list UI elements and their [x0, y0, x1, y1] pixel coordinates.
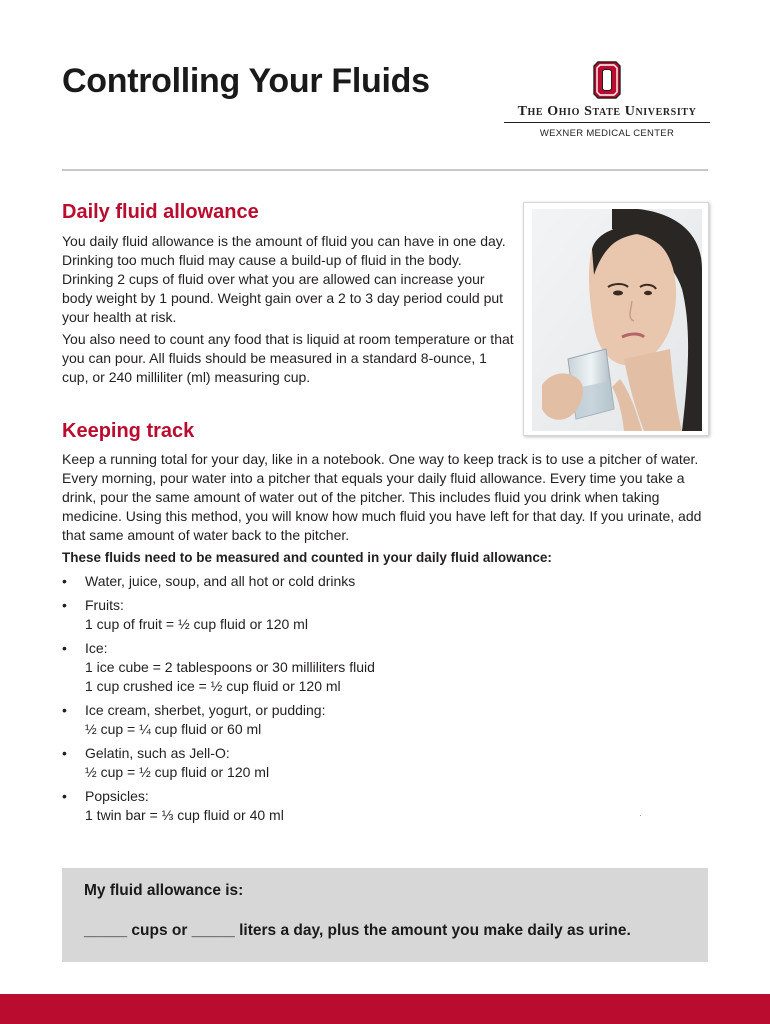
list-item	[62, 787, 682, 825]
daily-allowance-heading: Daily fluid allowance	[62, 201, 259, 223]
list-item-detail: 1 ice cube = 2 tablespoons or 30 milliliters fluid	[85, 659, 375, 675]
list-item-text: Ice cream, sherbet, yogurt, or pudding:	[85, 702, 326, 718]
list-item-text: Ice:	[85, 640, 108, 656]
list-item	[62, 744, 682, 782]
fluids-list	[62, 572, 682, 830]
list-item-text: Popsicles:	[85, 788, 149, 804]
stray-mark	[640, 815, 641, 816]
block-o-icon	[592, 60, 622, 100]
woman-drinking-illustration	[532, 209, 702, 431]
list-item-detail: 1 cup crushed ice = ½ cup fluid or 120 ml	[85, 678, 341, 694]
logo-divider	[504, 122, 710, 123]
list-item-text: Fruits:	[85, 597, 124, 613]
keeping-track-paragraph: Keep a running total for your day, like in a notebook. One way to keep track is to use a pitcher of water. Every morning, pour water into a pitcher that equals your daily fluid allowance. Every time you take a drink, pour the same amount of water out of the pitcher. This includes fluid you drink when taking medicine. Using this method, you will know how much fluid you have left for that day. If you urinate, add that same amount of water back to the pitcher.	[62, 451, 702, 543]
medical-center-name: WEXNER MEDICAL CENTER	[539, 128, 675, 139]
list-item-detail: ½ cup = ½ cup fluid or 120 ml	[85, 764, 270, 780]
fluids-list-intro: These fluids need to be measured and counted in your daily fluid allowance:	[62, 550, 552, 565]
page-title: Controlling Your Fluids	[62, 62, 430, 100]
daily-allowance-paragraph-1: You daily fluid allowance is the amount of fluid you can have in one day. Drinking too much fluid may cause a build-up of fluid in the body. Drinking 2 cups of fluid over what you are allowed can increase your body weight by 1 pound. Weight gain over a 2 to 3 day period could put your health at risk.	[62, 233, 506, 325]
fluid-allowance-fill-in[interactable]: _____ cups or _____ liters a day, plus the amount you make daily as urine.	[84, 922, 631, 939]
list-item-detail: 1 cup of fruit = ½ cup fluid or 120 ml	[85, 616, 308, 632]
bullet-icon: •	[62, 573, 67, 589]
bullet-icon: •	[62, 640, 67, 656]
keeping-track-heading: Keeping track	[62, 420, 195, 442]
daily-allowance-paragraph-2: You also need to count any food that is liquid at room temperature or that you can pour. All fluids should be measured in a standard 8-ounce, 1 cup, or 240 milliliter (ml) measuring cup.	[62, 331, 514, 385]
bullet-icon: •	[62, 702, 67, 718]
list-item	[62, 572, 682, 591]
woman-drinking-photo	[523, 202, 709, 436]
list-item-text: Gelatin, such as Jell-O:	[85, 745, 230, 761]
bullet-icon: •	[62, 745, 67, 761]
list-item	[62, 701, 682, 739]
header-divider	[62, 169, 708, 171]
footer-bar	[0, 994, 770, 1024]
list-item-detail: ½ cup = ¼ cup fluid or 60 ml	[85, 721, 262, 737]
fluid-allowance-box	[62, 868, 708, 962]
bullet-icon: •	[62, 597, 67, 613]
list-item-text: Water, juice, soup, and all hot or cold drinks	[85, 573, 356, 589]
list-item-detail: 1 twin bar = ⅓ cup fluid or 40 ml	[85, 807, 284, 823]
university-name: The Ohio State University	[517, 104, 697, 119]
bullet-icon: •	[62, 788, 67, 804]
list-item	[62, 639, 682, 696]
list-item	[62, 596, 682, 634]
fluid-allowance-title: My fluid allowance is:	[84, 882, 244, 899]
